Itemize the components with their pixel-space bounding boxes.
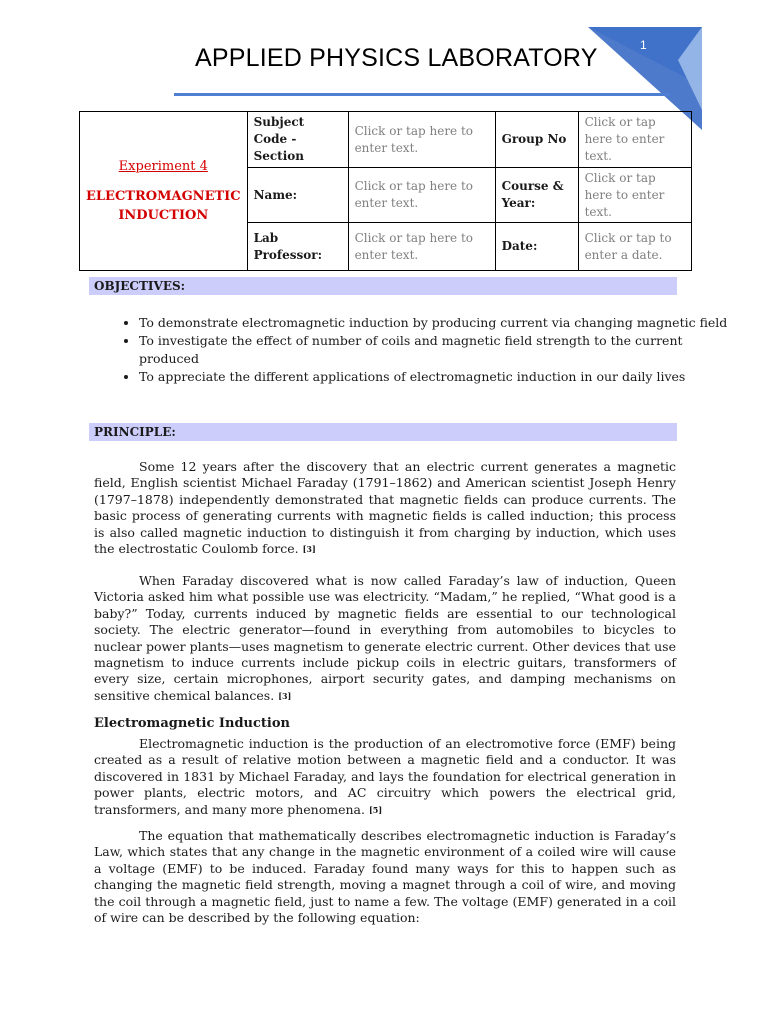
table-row xyxy=(80,112,692,168)
em-induction-paragraph-1 xyxy=(94,736,676,818)
page-title: APPLIED PHYSICS LABORATORY xyxy=(195,44,598,72)
date-field[interactable]: Click or tap to enter a date. xyxy=(578,223,691,271)
lab-professor-field[interactable]: Click or tap here to enter text. xyxy=(348,223,495,271)
em-induction-paragraph-2 xyxy=(94,828,676,926)
name-field[interactable]: Click or tap here to enter text. xyxy=(348,168,495,223)
name-label: Name: xyxy=(247,168,348,223)
principle-paragraph-1 xyxy=(94,459,676,557)
page-number: 1 xyxy=(640,38,647,52)
em-induction-heading: Electromagnetic Induction xyxy=(94,716,290,731)
citation-ref: [5] xyxy=(368,804,383,815)
date-label: Date: xyxy=(495,223,578,271)
paragraph-text: The equation that mathematically describes electromagnetic induction is Faraday’s Law, which states that any change in the magnetic environment of a coiled wire will cause a voltage (EMF) to be induced. Faraday found many ways for this to happen such as changing the magnetic field strength, moving a magnet through a coil of wire, and moving the coil through a magnetic field, just to name a few. The voltage (EMF) generated in a coil of wire can be described by the following equation: xyxy=(94,828,676,926)
principle-heading: PRINCIPLE: xyxy=(89,423,677,441)
principle-paragraph-2 xyxy=(94,573,676,704)
group-no-field[interactable]: Click or tap here to enter text. xyxy=(578,112,691,168)
course-year-label: Course & Year: xyxy=(495,168,578,223)
list-item: • To demonstrate electromagnetic induction by producing current via changing magnetic field xyxy=(139,314,729,332)
paragraph-text: Some 12 years after the discovery that an electric current generates a magnetic field, English scientist Michael Faraday (1791–1862) and American scientist Joseph Henry (1797–1878) independently demonstrated that magnetic fields can produce currents. The basic process of generating currents with magnetic fields is called induction; this process is also called magnetic induction to distinguish it from charging by induction, which uses the electrostatic Coulomb force. xyxy=(94,459,676,557)
citation-ref: [3] xyxy=(278,690,292,701)
experiment-number: Experiment 4 xyxy=(118,158,208,174)
group-no-label: Group No xyxy=(495,112,578,168)
paragraph-text: When Faraday discovered what is now called Faraday’s law of induction, Queen Victoria asked him what possible use was electricity. “Madam,” he replied, “What good is a baby?” Today, currents induced by magnetic fields are essential to our technological society. The electric generator—found in everything from automobiles to bicycles to nuclear power plants—uses magnetism to generate electric current. Other devices that use magnetism to induce currents include pickup coils in electric guitars, transformers of every size, certain microphones, airport security gates, and damping mechanisms on sensitive chemical balances. xyxy=(94,573,676,703)
paragraph-text: Electromagnetic induction is the production of an electromotive force (EMF) being created as a result of relative motion between a magnetic field and a conductor. It was discovered in 1831 by Michael Faraday, and lays the foundation for electrical generation in power plants, electric motors, and AC circuitry which powers the electrical grid, transformers, and many more phenomena. xyxy=(94,736,676,817)
header-rule xyxy=(174,93,670,96)
objectives-list xyxy=(94,314,729,386)
subject-code-label: Subject Code - Section xyxy=(247,112,348,168)
subject-code-field[interactable]: Click or tap here to enter text. xyxy=(348,112,495,168)
experiment-cell xyxy=(80,112,248,271)
citation-ref: [3] xyxy=(302,544,316,555)
list-item: • To investigate the effect of number of coils and magnetic field strength to the current produced xyxy=(139,332,729,368)
experiment-info-table xyxy=(79,111,692,271)
list-item: • To appreciate the different applications of electromagnetic induction in our daily lives xyxy=(139,368,729,386)
experiment-title: ELECTROMAGNETIC INDUCTION xyxy=(86,188,241,223)
objectives-heading: OBJECTIVES: xyxy=(89,277,677,295)
course-year-field[interactable]: Click or tap here to enter text. xyxy=(578,168,691,223)
lab-professor-label: Lab Professor: xyxy=(247,223,348,271)
